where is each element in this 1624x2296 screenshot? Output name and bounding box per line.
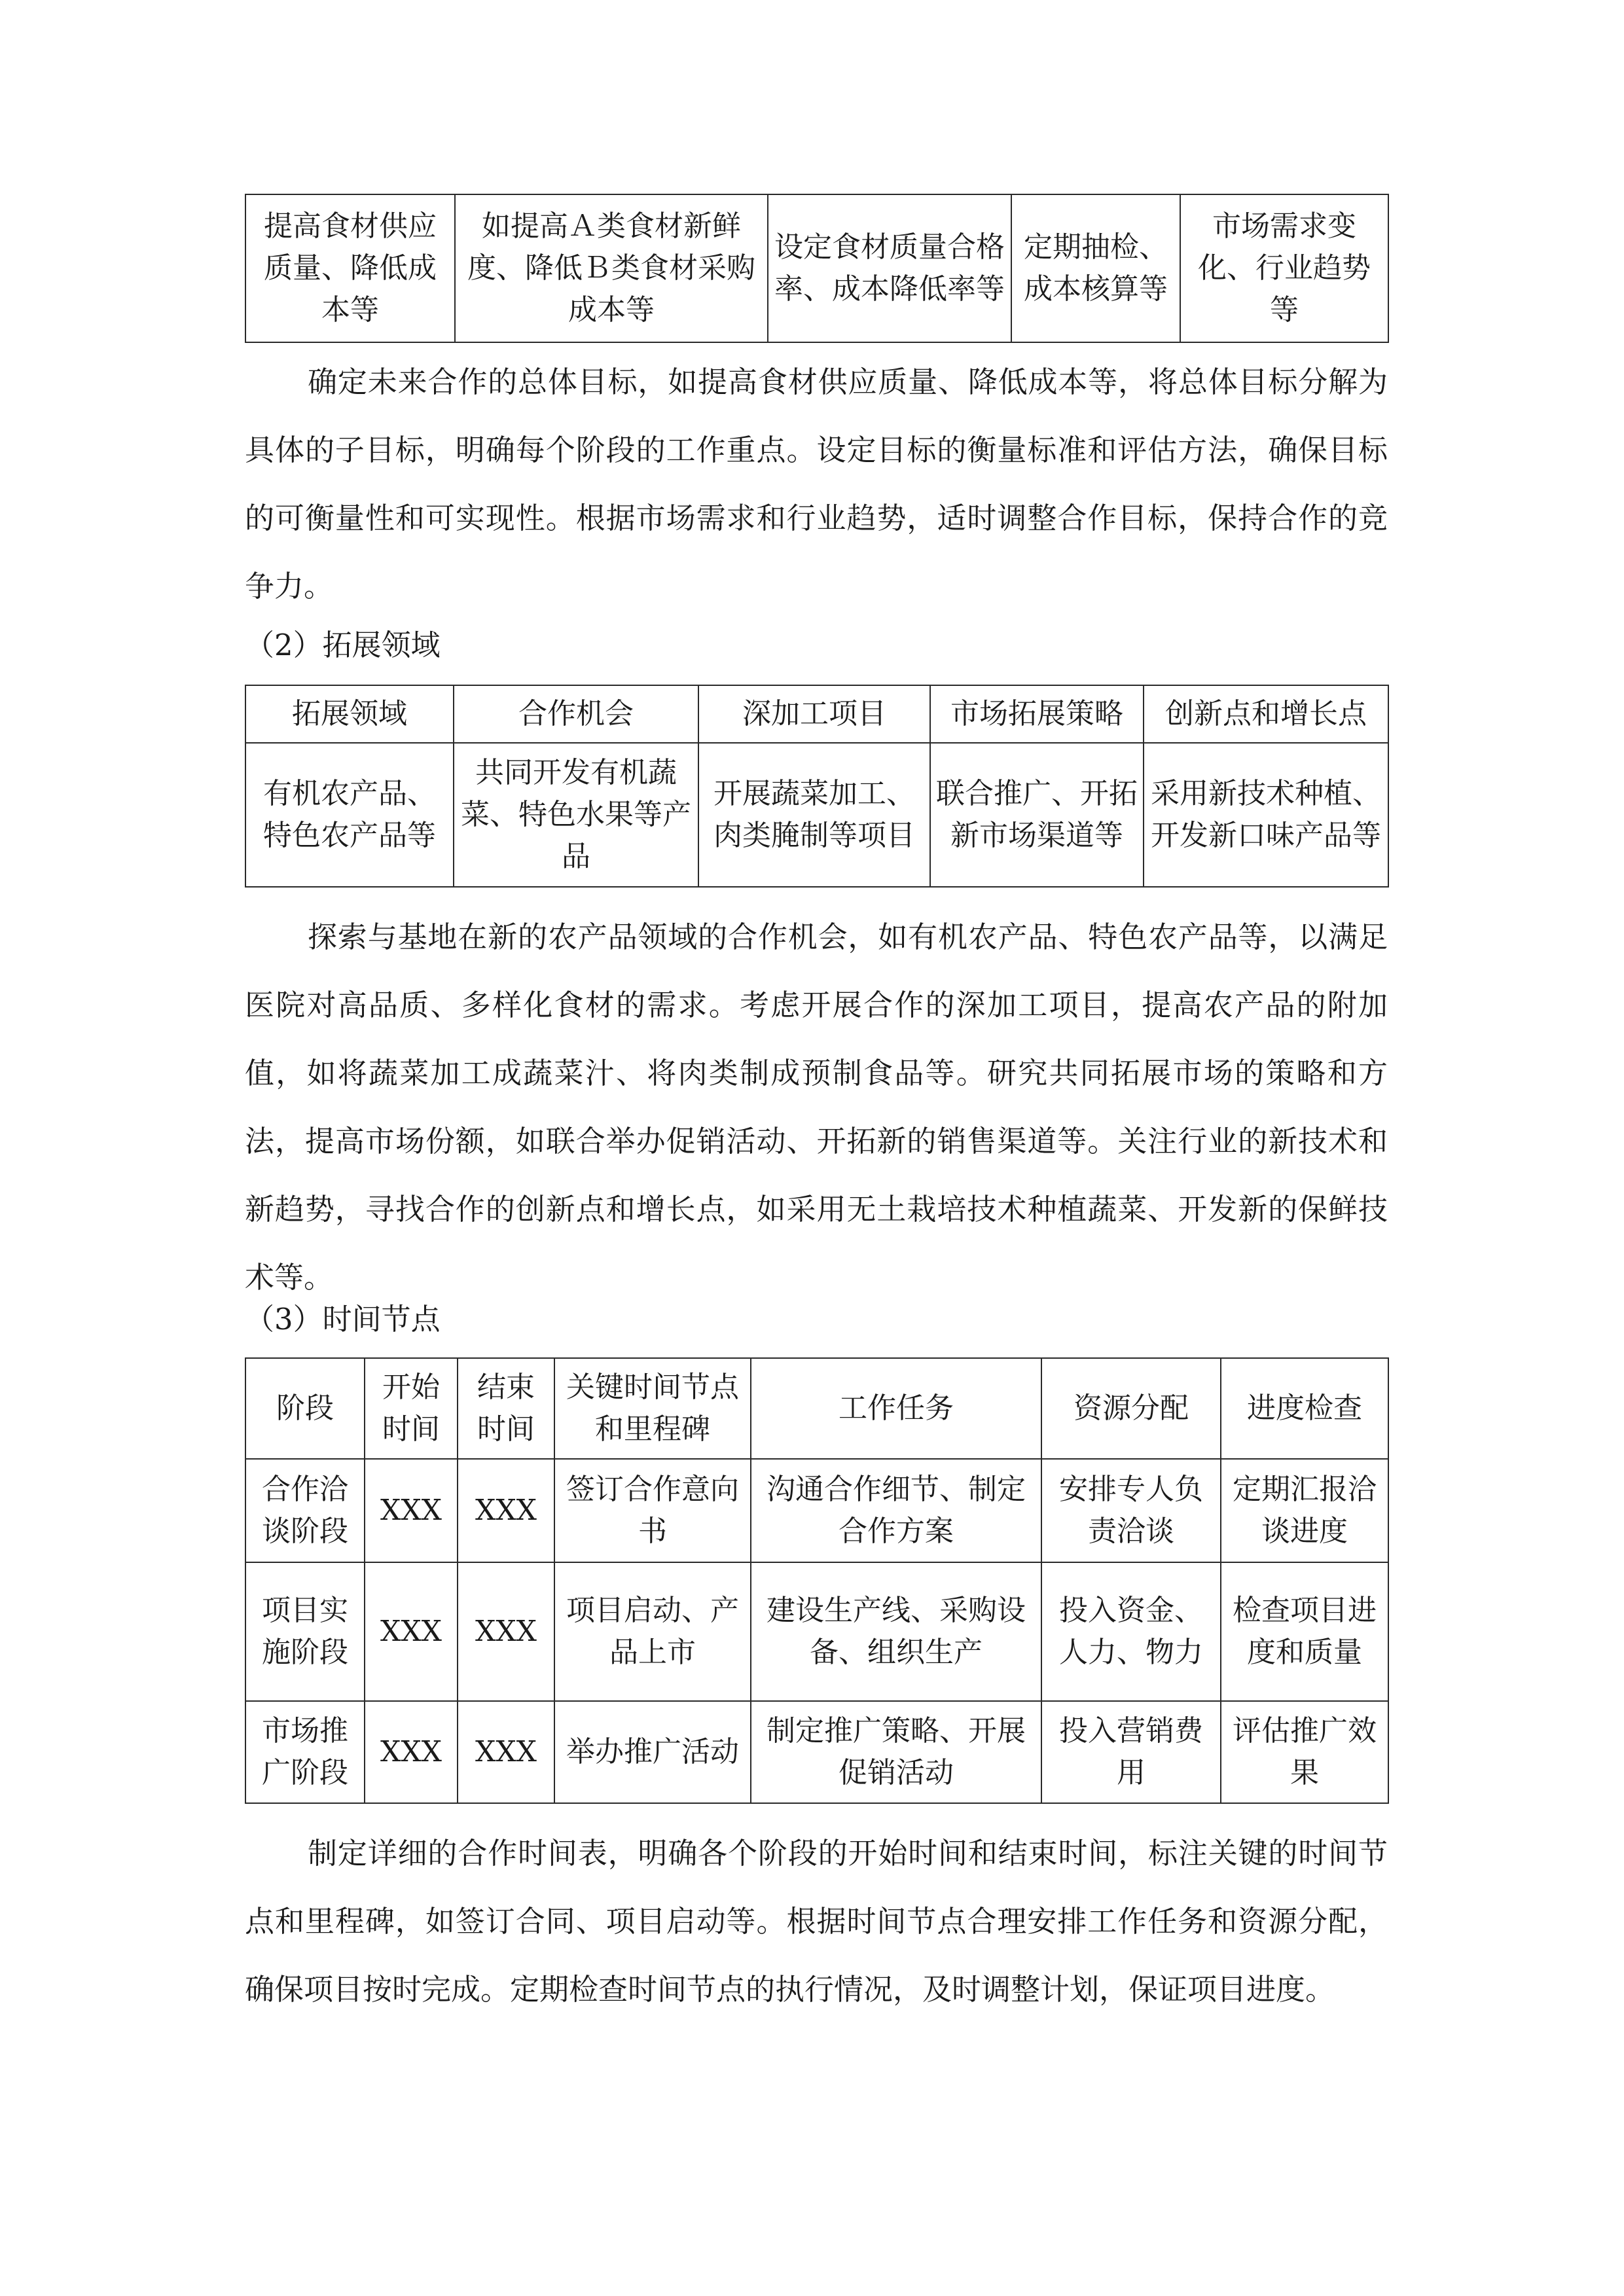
paragraph-goals: 确定未来合作的总体目标，如提高食材供应质量、降低成本等，将总体目标分解为具体的子目标，明确每个阶段的工作重点。设定目标的衡量标准和评估方法，确保目标的可衡量性和可实现性。根据市场需求和行业趋势，适时调整合作目标，保持合作的竞争力。 <box>245 365 1388 603</box>
table-row <box>245 1562 1388 1701</box>
paragraph-timeline: 制定详细的合作时间表，明确各个阶段的开始时间和结束时间，标注关键的时间节点和里程碑，如签订合同、项目启动等。根据时间节点合理安排工作任务和资源分配，确保项目按时完成。定期检查时间节点的执行情况，及时调整计划，保证项目进度。 <box>245 1836 1388 2007</box>
goals-table <box>245 194 1389 343</box>
table-cell: 投入营销费用 <box>1041 1701 1221 1803</box>
table-cell: 检查项目进度和质量 <box>1221 1562 1388 1701</box>
section-heading-timeline: （3）时间节点 <box>245 1302 441 1336</box>
table-cell: XXX <box>458 1701 554 1803</box>
column-header: 创新点和增长点 <box>1144 685 1388 743</box>
table-cell: 建设生产线、采购设备、组织生产 <box>751 1562 1041 1701</box>
table-cell: 采用新技术种植、开发新口味产品等 <box>1144 743 1388 887</box>
table-cell: 提高食材供应质量、降低成本等 <box>245 194 455 342</box>
table-row <box>245 1701 1388 1803</box>
column-header: 资源分配 <box>1041 1358 1221 1459</box>
table-cell: 有机农产品、特色农产品等 <box>245 743 454 887</box>
table-cell: 评估推广效果 <box>1221 1701 1388 1803</box>
table-header-row <box>245 685 1388 743</box>
paragraph-expansion: 探索与基地在新的农产品领域的合作机会，如有机农产品、特色农产品等，以满足医院对高品质、多样化食材的需求。考虑开展合作的深加工项目，提高农产品的附加值，如将蔬菜加工成蔬菜汁、将肉类制成预制食品等。研究共同拓展市场的策略和方法，提高市场份额，如联合举办促销活动、开拓新的销售渠道等。关注行业的新技术和新趋势，寻找合作的创新点和增长点，如采用无土栽培技术种植蔬菜、开发新的保鲜技术等。 <box>245 920 1388 1295</box>
table-cell: 项目启动、产品上市 <box>554 1562 751 1701</box>
table-cell: 沟通合作细节、制定合作方案 <box>751 1459 1041 1562</box>
table-cell: 制定推广策略、开展促销活动 <box>751 1701 1041 1803</box>
table-row <box>245 194 1388 342</box>
column-header: 开始时间 <box>365 1358 458 1459</box>
expansion-table <box>245 685 1389 888</box>
table-cell: 定期汇报洽谈进度 <box>1221 1459 1388 1562</box>
column-header: 市场拓展策略 <box>930 685 1144 743</box>
table-cell: XXX <box>458 1459 554 1562</box>
table-cell: 项目实施阶段 <box>245 1562 365 1701</box>
table-cell: 设定食材质量合格率、成本降低率等 <box>768 194 1011 342</box>
table-row <box>245 743 1388 887</box>
column-header: 合作机会 <box>454 685 698 743</box>
column-header: 进度检查 <box>1221 1358 1388 1459</box>
table-cell: 联合推广、开拓新市场渠道等 <box>930 743 1144 887</box>
table-cell: 签订合作意向书 <box>554 1459 751 1562</box>
table-cell: 市场推广阶段 <box>245 1701 365 1803</box>
table-cell: XXX <box>365 1459 458 1562</box>
column-header: 阶段 <box>245 1358 365 1459</box>
table-cell: 定期抽检、成本核算等 <box>1011 194 1180 342</box>
table-header-row <box>245 1358 1388 1459</box>
timeline-table <box>245 1357 1389 1804</box>
table-cell: XXX <box>365 1701 458 1803</box>
column-header: 深加工项目 <box>698 685 930 743</box>
table-cell: XXX <box>365 1562 458 1701</box>
column-header: 关键时间节点和里程碑 <box>554 1358 751 1459</box>
table-cell: 市场需求变化、行业趋势等 <box>1180 194 1388 342</box>
table-cell: 投入资金、人力、物力 <box>1041 1562 1221 1701</box>
section-heading-expansion: （2）拓展领域 <box>245 628 441 662</box>
column-header: 结束时间 <box>458 1358 554 1459</box>
table-cell: 共同开发有机蔬菜、特色水果等产品 <box>454 743 698 887</box>
table-cell: 如提高Ａ类食材新鲜度、降低Ｂ类食材采购成本等 <box>455 194 768 342</box>
table-row <box>245 1459 1388 1562</box>
table-cell: XXX <box>458 1562 554 1701</box>
table-cell: 举办推广活动 <box>554 1701 751 1803</box>
table-cell: 安排专人负责洽谈 <box>1041 1459 1221 1562</box>
column-header: 拓展领域 <box>245 685 454 743</box>
table-cell: 合作洽谈阶段 <box>245 1459 365 1562</box>
column-header: 工作任务 <box>751 1358 1041 1459</box>
table-cell: 开展蔬菜加工、肉类腌制等项目 <box>698 743 930 887</box>
